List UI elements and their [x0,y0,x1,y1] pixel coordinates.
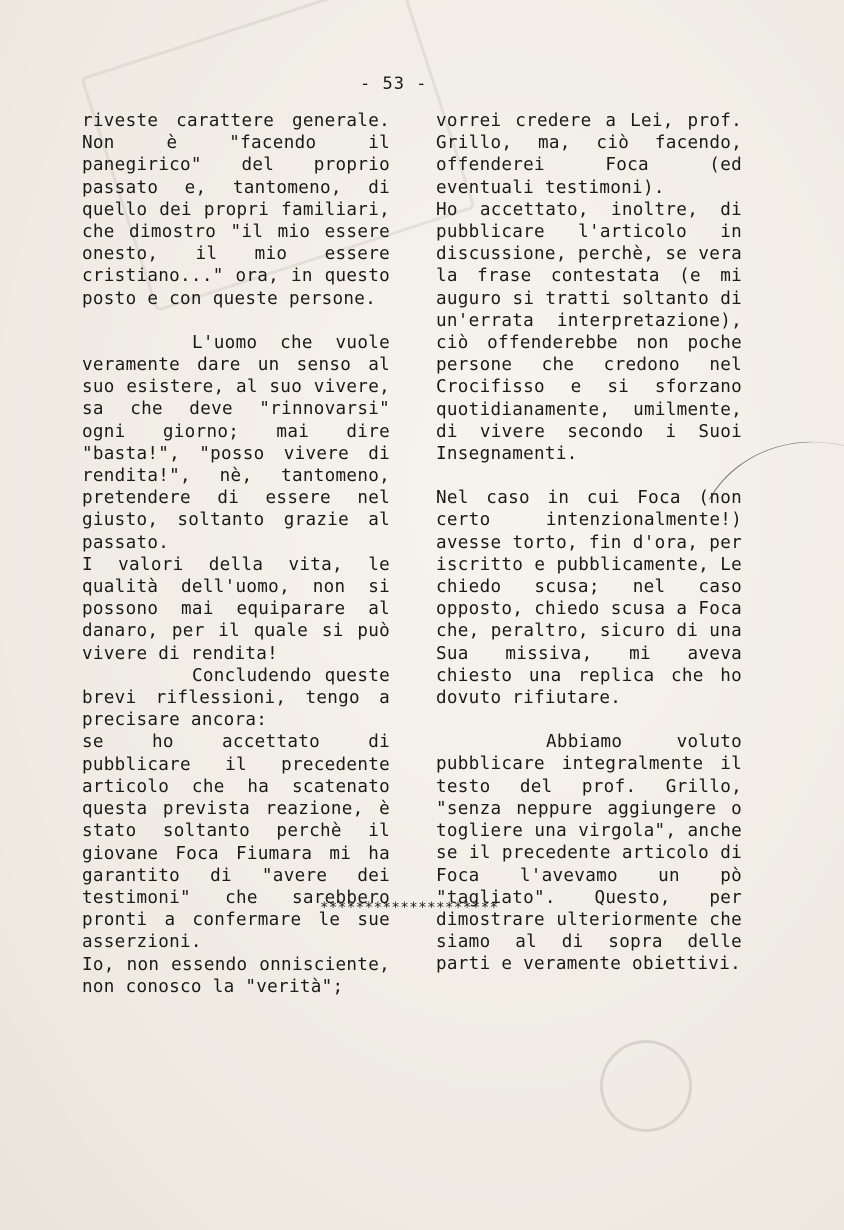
show-through-seal [600,1040,692,1132]
page-number: - 53 - [360,74,428,94]
separator: ******************** [320,900,499,916]
paragraph: Abbiamo voluto pubblicare integralmente il testo del prof. Grillo, "senza neppure aggiungere o togliere una virgola", anche se il precedente articolo di Foca l'avevamo un pò "tagliato". Questo, per dimostrare ulteriormente che siamo al di sopra delle parti e veramente obiettivi. [436,732,742,975]
paragraph: se ho accettato di pubblicare il precedente articolo che ha scatenato questa prevista reazione, è stato soltanto perchè il giovane Foca Fiumara mi ha garantito di "avere dei testimoni" che sarebbero pronti a confermare le sue asserzioni. [82,732,390,953]
paragraph: Io, non essendo onnisciente, non conosco la "verità"; [82,954,390,997]
right-column [436,110,742,976]
paragraph: riveste carattere generale. Non è "facendo il panegirico" del proprio passato e, tantomeno, di quello dei propri familiari, che dimostro "il mio essere onesto, il mio essere cristiano..." ora, in questo posto e con queste persone. [82,111,390,309]
paragraph: Concludendo queste brevi riflessioni, tengo a precisare ancora: [82,665,390,731]
paragraph: Ho accettato, inoltre, di pubblicare l'articolo in discussione, perchè, se vera la frase contestata (e mi auguro si tratti soltanto di un'errata interpretazione), ciò offenderebbe non poche persone che credono nel Crocifisso e si sforzano quotidianamente, umilmente, di vivere secondo i Suoi Insegnamenti. [436,199,742,465]
paragraph: vorrei credere a Lei, prof. Grillo, ma, ciò facendo, offenderei Foca (ed eventuali testimoni). [436,111,742,198]
paragraph: Nel caso in cui Foca (non certo intenzionalmente!) avesse torto, fin d'ora, per iscritto e pubblicamente, Le chiedo scusa; nel caso opposto, chiedo scusa a Foca che, peraltro, sicuro di una Sua missiva, mi aveva chiesto una replica che ho dovuto rifiutare. [436,488,742,709]
paragraph: L'uomo che vuole veramente dare un senso al suo esistere, al suo vivere, sa che deve "rinnovarsi" ogni giorno; mai dire "basta!", "posso vivere di rendita!", nè, tantomeno, pretendere di essere nel giusto, soltanto grazie al passato. [82,332,390,553]
paragraph: I valori della vita, le qualità dell'uomo, non si possono mai equiparare al danaro, per il quale si può vivere di rendita! [82,554,390,664]
left-column [82,110,390,998]
